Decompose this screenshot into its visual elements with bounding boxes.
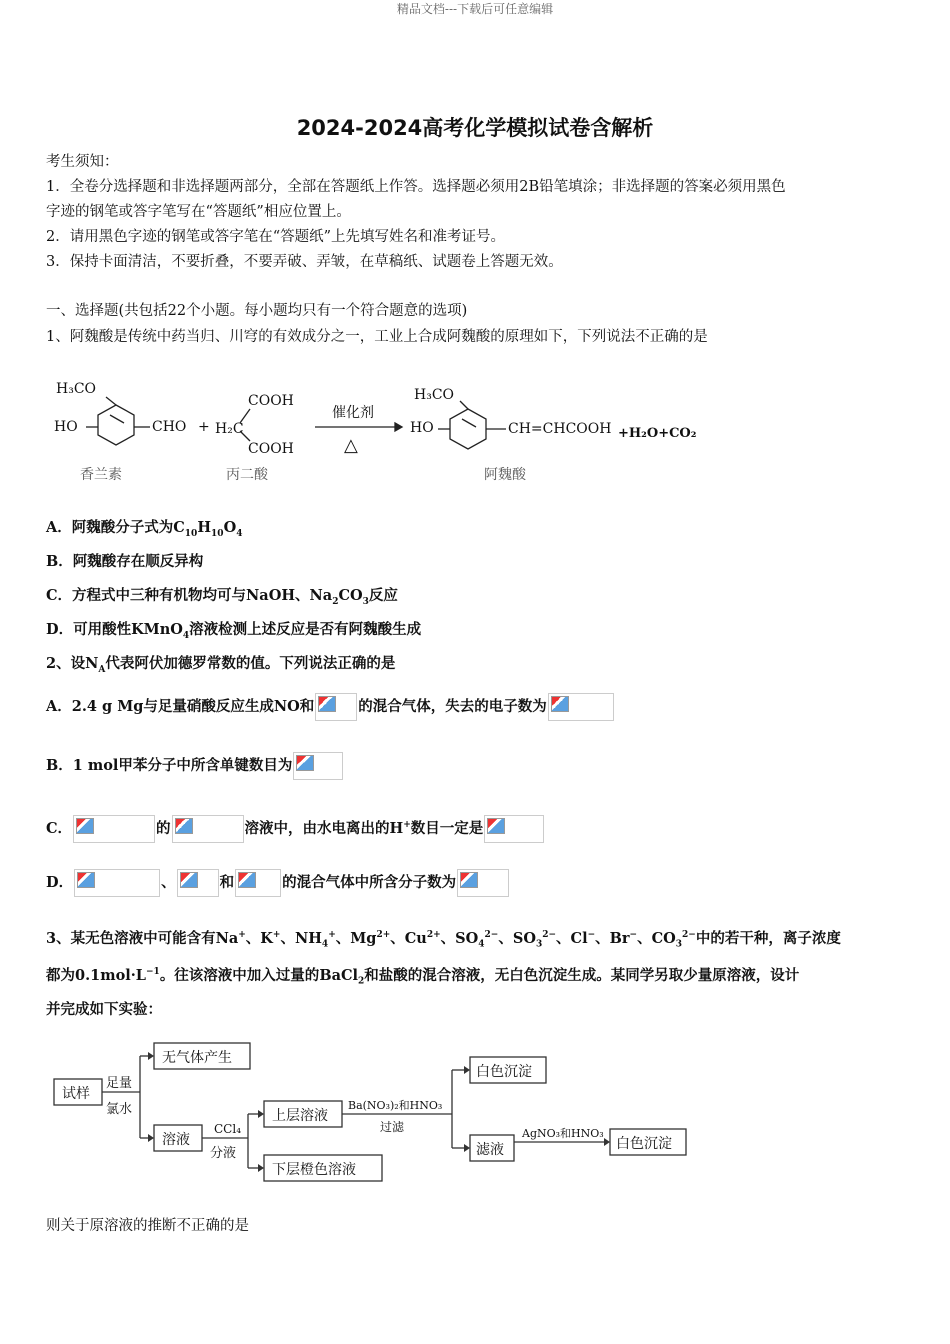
formula-image [315,693,357,721]
label-precipitate-2: 白色沉淀 [616,1136,672,1152]
reactant1-top: H₃CO [56,381,97,397]
page-header: 精品文档---下载后可任意编辑 [396,2,554,16]
broken-image-icon [460,872,478,888]
q2-option-b: B．1 mol甲苯分子中所含单键数目为 [46,751,344,781]
formula-image [235,869,281,897]
broken-image-icon [551,696,569,712]
q2-option-c: C． 的 溶液中，由水电离出的H+数目一定是 [46,810,545,844]
label-sample: 试样 [62,1086,90,1102]
q2-option-a: A．2.4 g Mg与足量硝酸反应生成NO和 的混合气体，失去的电子数为 [46,692,615,722]
broken-image-icon [77,872,95,888]
label-no-gas: 无气体产生 [162,1050,232,1066]
reactant1-right: CHO [152,419,187,435]
q1-option-c: C．方程式中三种有机物均可与NaOH、$Na_2CO_3$反应 [46,587,398,607]
label-malonic: 丙二酸 [226,467,268,483]
label-reagent1b: 氯水 [106,1102,133,1117]
broken-image-icon [318,696,336,712]
arrow-heat: △ [344,435,358,456]
label-reagent3: AgNO₃和HNO₃ [522,1127,604,1140]
product-left: HO [410,420,434,436]
label-filtrate: 滤液 [476,1142,504,1158]
notice-heading: 考生须知： [46,154,119,170]
section-heading: 一、选择题(共包括22个小题。每小题均只有一个符合题意的选项) [46,303,468,319]
broken-image-icon [238,872,256,888]
broken-image-icon [487,818,505,834]
q1-option-a: A．阿魏酸分子式为$C_{10}H_{10}O_4$ [46,519,243,539]
formula-image [73,815,155,843]
formula-image [293,752,343,780]
byproducts: +H₂O+CO₂ [618,426,697,441]
reactant2-mid: H₂C [215,421,244,437]
notice-item: 3．保持卡面清洁，不要折叠，不要弄破、弄皱，在草稿纸、试题卷上答题无效。 [46,254,563,270]
q1-option-d: D．可用酸性KMnO$_4$溶液检测上述反应是否有阿魏酸生成 [46,621,422,641]
formula-image [548,693,614,721]
formula-image [177,869,219,897]
broken-image-icon [76,818,94,834]
broken-image-icon [180,872,198,888]
notice-item: 1．全卷分选择题和非选择题两部分，全部在答题纸上作答。选择题必须用2B铅笔填涂；非选择题的答案必须用黑色 [46,179,786,195]
arrow-catalyst: 催化剂 [332,405,374,421]
label-ferulic: 阿魏酸 [484,467,526,483]
label-reagent1: 足量 [106,1076,133,1091]
reactant2-top: COOH [248,393,294,409]
q2-stem: 2、设$N_A$代表阿伏加德罗常数的值。下列说法正确的是 [46,655,396,675]
q3-line1: 3、某无色溶液中可能含有Na+、K+、$NH_4^+$、$Mg^{2+}$、$Cu^{2+}$、$SO_4^{2-}$、$SO_3^{2-}$、Cl−、Br−、$CO_3^{2-}$中的若干种，离子浓度 [46,929,841,950]
broken-image-icon [175,818,193,834]
reactant1-left: HO [54,419,78,435]
label-filter: 过滤 [380,1120,405,1134]
formula-image [172,815,244,843]
label-upper-layer: 上层溶液 [272,1108,328,1124]
product-right: CH=CHCOOH [508,421,612,437]
q3-line3: 并完成如下实验： [46,1001,162,1018]
label-vanillin: 香兰素 [80,467,122,483]
q3-line2: 都为$0.1mol\cdot L^{-1}$。往该溶液中加入过量的BaCl$_2$和盐酸的混合溶液，无白色沉淀生成。某同学另取少量原溶液，设计 [46,966,800,987]
notice-item: 字迹的钢笔或答字笔写在“答题纸”相应位置上。 [46,204,351,220]
product-top: H₃CO [414,387,455,403]
benzene-ring [450,409,486,449]
plus-sign: + [198,419,210,435]
q1-stem: 1、阿魏酸是传统中药当归、川穹的有效成分之一，工业上合成阿魏酸的原理如下，下列说法不正确的是 [46,329,708,345]
formula-image [74,869,160,897]
doc-title: 2024-2024高考化学模拟试卷含解析 [296,116,654,140]
label-ccl4: CCl₄ [214,1122,242,1136]
q3-question: 则关于原溶液的推断不正确的是 [46,1218,249,1234]
benzene-ring [98,405,134,445]
q1-option-b: B．阿魏酸存在顺反异构 [46,553,204,570]
formula-image [457,869,509,897]
q2-option-d: D． 、 和 的混合气体中所含分子数为 [46,868,510,898]
reactant2-bot: COOH [248,441,294,457]
label-reagent2: Ba(NO₃)₂和HNO₃ [348,1099,443,1112]
experiment-flowchart [50,1035,700,1185]
label-lower-layer: 下层橙色溶液 [272,1162,356,1178]
reaction-scheme [50,375,730,490]
formula-image [484,815,544,843]
label-precipitate-1: 白色沉淀 [476,1064,532,1080]
label-solution: 溶液 [162,1132,190,1148]
label-separate: 分液 [210,1146,237,1161]
broken-image-icon [296,755,314,771]
notice-item: 2．请用黑色字迹的钢笔或答字笔在“答题纸”上先填写姓名和准考证号。 [46,229,506,245]
